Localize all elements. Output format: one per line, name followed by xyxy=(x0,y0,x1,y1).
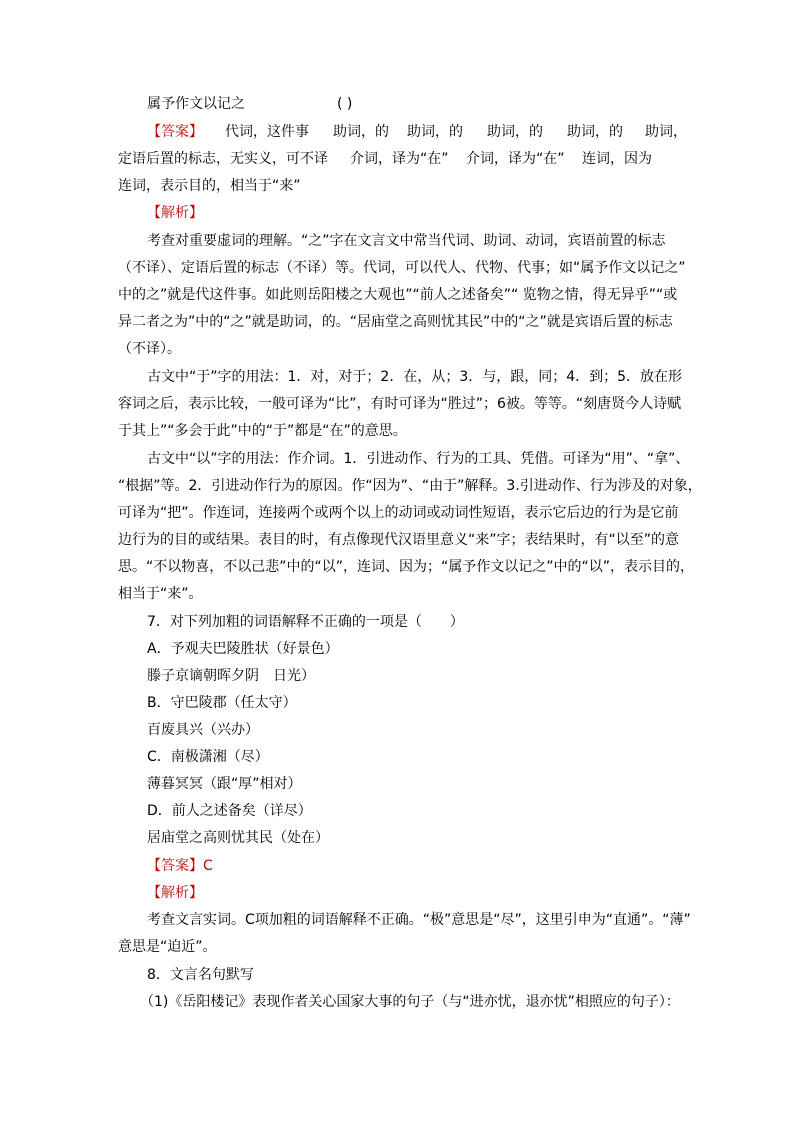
answer-item: 助词， xyxy=(645,124,687,140)
analysis-label: 【解析】 xyxy=(147,885,203,901)
answer-item: 连词，因为 xyxy=(582,151,652,167)
option-line: A．予观夫巴陵胜状（好景色） xyxy=(147,641,339,657)
question-8-sub: （1)《岳阳楼记》表现作者关心国家大事的句子（与“进亦忧，退亦忧”相照应的句子）： xyxy=(140,994,680,1010)
paragraph-line: 考查对重要虚词的理解。“之”字在文言文中常当代词、助词、动词，宾语前置的标志 xyxy=(147,233,666,249)
answer-line-3: 连词，表示目的，相当于“来” xyxy=(118,178,301,194)
answer-item: 助词，的 xyxy=(333,124,389,140)
option-line: 薄暮冥冥（跟“厚”相对） xyxy=(147,776,302,792)
answer-item: 定语后置的标志，无实义，可不译 xyxy=(118,151,328,167)
paragraph-line: 中的之”就是代这件事。如此则岳阳楼之大观也”“前人之述备矣”“ 览物之情，得无异乎”“或 xyxy=(118,287,678,303)
paragraph-line: 可译为“把”。作连词，连接两个或两个以上的动词或动词性短语，表示它后边的行为是它前 xyxy=(118,505,679,521)
paragraph-line: “根据”等。2．引进动作行为的原因。作“因为”、“由于”解释。3.引进动作、行为涉及的对象， xyxy=(118,478,702,494)
answer-line-2 xyxy=(118,149,652,169)
answer-item: 代词，这件事 xyxy=(225,124,309,140)
option-line: 滕子京谪朝晖夕阴 日光） xyxy=(147,668,315,684)
paragraph-line: 异二者之为”中的“之”就是助词，的。“居庙堂之高则忧其民”中的“之”就是宾语后置的标志 xyxy=(118,314,673,330)
paragraph-line: 相当于“来”。 xyxy=(118,586,203,602)
paragraph-line: 边行为的目的或结果。表目的时，有点像现代汉语里意义“来”字；表结果时，有“以至”的意 xyxy=(118,532,680,548)
option-line: 居庙堂之高则忧其民（处在） xyxy=(147,830,329,846)
option-line: 百废具兴（兴办） xyxy=(147,722,259,738)
answer-line-1 xyxy=(147,122,687,142)
answer-item: 助词，的 xyxy=(487,124,543,140)
answer-item: 助词，的 xyxy=(407,124,463,140)
answer-value: C xyxy=(203,858,213,874)
answer-item: 助词，的 xyxy=(567,124,623,140)
question-8: 8．文言名句默写 xyxy=(147,967,254,983)
answer-item: 介词，译为“在” xyxy=(350,151,449,167)
paragraph-line: 于其上”“多会于此”中的“于”都是“在”的意思。 xyxy=(118,423,407,439)
question-line xyxy=(147,94,353,114)
answer-label: 【答案】 xyxy=(147,858,203,874)
paragraph-line: （不译）。 xyxy=(118,341,181,357)
option-line: B．守巴陵郡（任太守） xyxy=(147,695,297,711)
answer-label: 【答案】 xyxy=(147,124,203,140)
analysis-label: 【解析】 xyxy=(147,205,203,221)
paragraph-line: 考查文言实词。C项加粗的词语解释不正确。“极”意思是“尽”，这里引申为“直通”。“薄” xyxy=(147,912,691,928)
answer-line xyxy=(147,856,213,876)
answer-item: 介词，译为“在” xyxy=(466,151,565,167)
paragraph-line: 意思是“迫近”。 xyxy=(118,939,217,955)
question-7: 7．对下列加粗的词语解释不正确的一项是（ ） xyxy=(147,614,464,630)
paragraph-line: 古文中“以”字的用法：作介词。1．引进动作、行为的工具、凭借。可译为“用”、“拿”、 xyxy=(147,451,690,467)
paragraph-line: （不译）、定语后置的标志（不译）等。代词，可以代人、代物、代事；如“属予作文以记之” xyxy=(118,260,686,276)
option-line: C．南极潇湘（尽） xyxy=(147,749,269,765)
answer-blank: ( ) xyxy=(337,96,353,112)
paragraph-line: 容词之后，表示比较，一般可译为“比”，有时可译为“胜过”；6被。等等。“刻唐贤今人诗赋 xyxy=(118,396,682,412)
option-line: D．前人之述备矣（详尽） xyxy=(147,803,312,819)
paragraph-line: 思。“不以物喜，不以己悲”中的“以”，连词、因为；“属予作文以记之”中的“以”，表示目的， xyxy=(118,559,695,575)
question-text: 属予作文以记之 xyxy=(147,96,245,112)
paragraph-line: 古文中“于”字的用法：1．对，对于；2．在，从；3．与，跟，同；4．到；5．放在形 xyxy=(147,369,683,385)
